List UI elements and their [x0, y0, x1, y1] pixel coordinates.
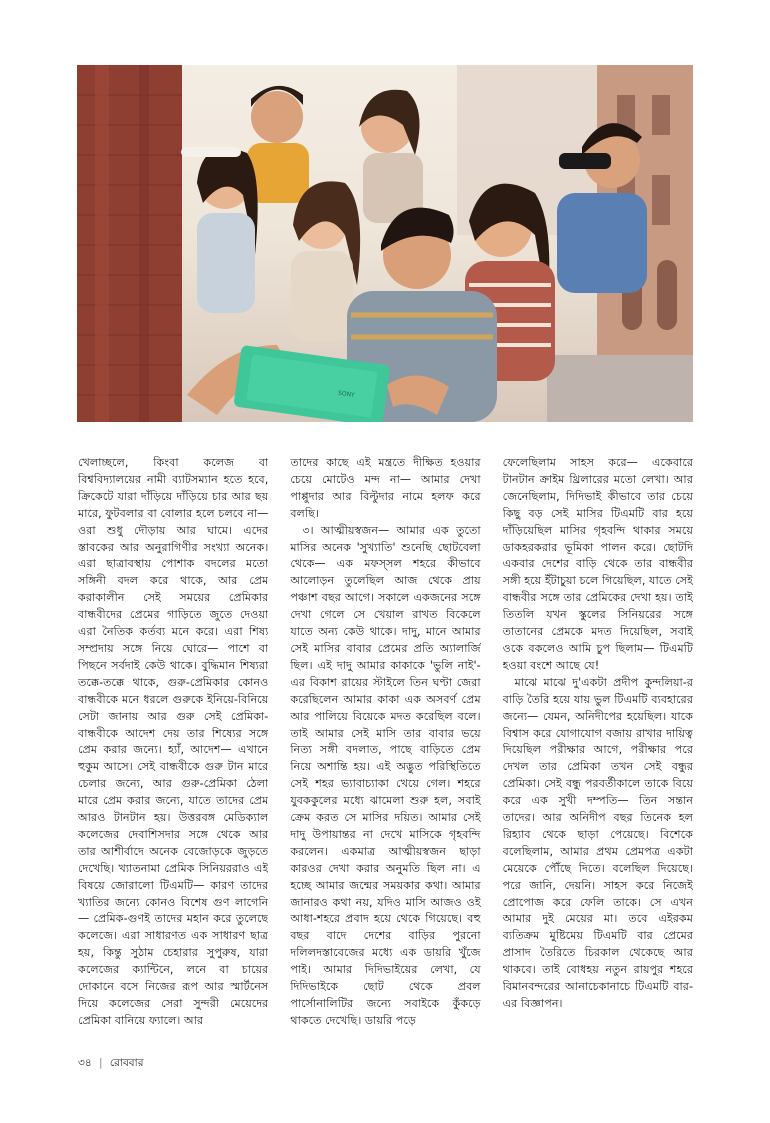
column-3 — [503, 455, 693, 1035]
paragraph: তাদের কাছে এই মন্ত্রতে দীক্ষিত হওয়ার চেয়ে মোটেও মন্দ না— আমার দেখা পাপ্পুদার আর বিল্টুদার নামে হলফ করে বলছি। — [290, 456, 481, 520]
paragraph: ফেলেছিলাম সাহস করে— একেবারে টানটান ক্রাইম থ্রিলারের মতো লেখা। আর জেনেছিলাম, দিদিভাই কীভাবে তার চেয়ে কিছু বড় সেই মাসির টিএমটি বার হয়ে দাঁড়িয়েছিল মাসির গৃহবন্দি থাকার সময়ে ডাকহরকরার ভূমিকা পালন করে। ছোটদি একবার দেশের বাড়ি থেকে তার বান্ধবীর সঙ্গী হয়ে ইঁটাচুয়া চলে গিয়েছিল, যাতে সেই বান্ধবীর সঙ্গে তার প্রেমিকের দেখা হয়। তাই তিতলি যখন স্কুলের সিনিয়রের সঙ্গে তাতানের প্রেমকে মদত দিয়েছিল, সবাই ওকে বকলেও আমি চুপ ছিলাম— টিএমটি হওয়া বংশে আছে যে! — [502, 456, 693, 672]
column-2 — [290, 455, 480, 1035]
paragraph: খেলাচ্ছলে, কিংবা কলেজ বা বিশ্ববিদ্যালয়ের নামী ব্যাটসম্যান হতে হবে, ক্রিকেটে যারা দাঁড়িয়ে দাঁড়িয়ে চার আর ছয় মারে, ফুটবলার বা বোলার হলে চলবে না— ওরা শুধু দৌড়ায় আর ঘামে। এদের স্তাবকের আর অনুরাগিণীর সংখ্যা অনেক। এরা ছাত্রাবস্থায় পোশাক বদলের মতো সঙ্গিনী বদল করে থাকে, আর প্রেম করাকালীন সেই সময়ের প্রেমিকার বান্ধবীদের প্রেমের গাড়িতে জুতে দেওয়া এরা নৈতিক কর্তব্য মনে করে। এরা শিষ্য সম্প্রদায় সঙ্গে নিয়ে ঘোরে— পাশে বা পিছনে সর্বদাই কেউ থাকে। বুদ্ধিমান শিষ্যরা তক্কে-তক্কে থাকে, গুরু-প্রেমিকার কোনও বান্ধবীকে মনে ধরলে গুরুকে ইনিয়ে-বিনিয়ে সেটা জানায় আর গুরু সেই প্রেমিকা-বান্ধবীকে আদেশ দেয় তার শিষ্যের সঙ্গে প্রেম করার জন্যে। হ্যাঁ, আদেশ— এখানে হুকুম আসে। সেই বান্ধবীকে গুরু টান মারে চেলার জন্যে, আর গুরু-প্রেমিকা ঠেলা মারে প্রেম করার জন্যে, যাতে তাদের প্রেম আরও টানটান হয়। উত্তরবঙ্গ মেডিক্যাল কলেজের দেবাশিসদার সঙ্গে থেকে আর তার আশীর্বাদে অনেক বেজোড়কে জুড়তে দেখেছি। খ্যাতনামা প্রেমিক সিনিয়ররাও এই বিষয়ে জোরালো টিএমটি— কারণ তাদের খ্যাতির জন্যে কোনও বিশেষ গুণ লাগেনি— প্রেমিক-গুণই তাদের মহান করে তুলেছে কলেজে। এরা সাধারণত এক সাধারণ ছাত্র হয়, কিন্তু সুঠাম চেহারার সুপুরুষ, যারা কলেজের ক্যান্টিনে, লনে বা চায়ের দোকানে বসে নিজের রূপ আর স্মার্টনেস দিয়ে কলেজের সেরা সুন্দরী মেয়েদের প্রেমিকা বানিয়ে ফ্যালে। আর — [78, 456, 269, 1027]
paragraph: ৩। আত্মীয়স্বজন— আমার এক তুতো মাসির অনেক 'সুখ্যাতি' শুনেছি ছোটবেলা থেকে— এক মফস্সল শহরে কীভাবে আলোড়ন তুলেছিল আজ থেকে প্রায় পঞ্চাশ বছর আগে। সকালে একজনের সঙ্গে দেখা গেলে সে খেয়াল রাখত বিকেলে যাতে অন্য কেউ থাকে। দাদু, মানে আমার সেই মাসির বাবার প্রেমের প্রতি অ্যালার্জি ছিল। এই দাদু আমার কাকাকে 'ভুলি নাই'-এর বিকাশ রায়ের স্টাইলে তিন ঘণ্টা জেরা করেছিলেন আমার কাকা এক অসবর্ণ প্রেম আর পালিয়ে বিয়েকে মদত করেছিল বলে। তাই আমার সেই মাসি তার বাবার ভয়ে নিত্য সঙ্গী বদলাত, পাছে বাড়িতে প্রেম নিয়ে অশান্তি হয়। এই অদ্ভুত পরিস্থিতিতে সেই শহর ভ্যাবাচ্যাকা খেয়ে গেল। শহরে যুবককুলের মধ্যে ঝামেলা শুরু হল, সবাই ক্রেম করত সে মাসির দয়িত। আমার সেই দাদু উপায়ান্তর না দেখে মাসিকে গৃহবন্দি করলেন। একমাত্র আত্মীয়স্বজন ছাড়া কারওর দেখা করার অনুমতি ছিল না। এ হচ্ছে আমার জন্মের সময়কার কথা। আমার জানারও কথা নয়, যদিও মাসি আজও ওই আধা-শহরে প্রবাদ হয়ে থেকে গিয়েছে। বহু বছর বাদে দেশের বাড়ির পুরনো দলিলদস্তাবেজের মধ্যে এক ডায়রি খুঁজে পাই। আমার দিদিভাইয়ের লেখা, যে দিদিভাইকে ছোট থেকে প্রবল পার্সোনালিটির জন্যে সবাইকে কুঁকড়ে থাকতে দেখেছি। ডায়রি পড়ে — [290, 523, 481, 1027]
article-body — [78, 455, 693, 1035]
magazine-name: রোববার — [109, 1057, 144, 1069]
paragraph: মাঝে মাঝে দু'একটা প্রদীপ কুন্দলিয়া-র বাড়ি তৈরি হয়ে যায় ভুল টিএমটি ব্যবহারের জন্যে— যেমন, অনিদীপের হয়েছিল। যাকে বিশ্বাস করে যোগাযোগ বজায় রাখার দায়িত্ব দিয়েছিল পরীক্ষার আগে, পরীক্ষার পরে দেখল তার প্রেমিকা তখন সেই বন্ধুর প্রেমিকা। সেই বন্ধু পরবর্তীকালে তাকে বিয়ে করে এক সুখী দম্পতি— তিন সন্তান তাদের। আর অনিদীপ বছর তিনেক হল রিহ্যাব থেকে ছাড়া পেয়েছে। বিশেকে বলেছিলাম, আমার প্রথম প্রেমপত্র একটা মেয়েকে পৌঁছে দিতে। বলেছিল দিয়েছে। পরে জানি, দেয়নি। সাহস করে নিজেই প্রোপোজ করে ফেলি তাকে। সে এখন আমার দুই মেয়ের মা। তবে এইরকম ব্যতিক্রম মুষ্টিমেয় টিএমটি বার প্রেমের প্রাসাদ তৈরিতে চিরকাল থেকেছে আর থাকবে। তাই বোধহয় নতুন রায়পুর শহরে বিমানবন্দরের আনাচেকানাচে টিএমটি বার-এর বিজ্ঞাপন। — [502, 675, 693, 1010]
group-selfie-photo — [77, 65, 693, 422]
page-number: ৩৪ — [78, 1057, 92, 1069]
photo-illustration — [77, 65, 693, 422]
column-1 — [78, 455, 268, 1035]
brick-wall — [77, 65, 182, 422]
page-footer — [78, 1056, 143, 1073]
phone-brand-label: SONY — [337, 389, 356, 400]
footer-separator: | — [98, 1057, 103, 1069]
